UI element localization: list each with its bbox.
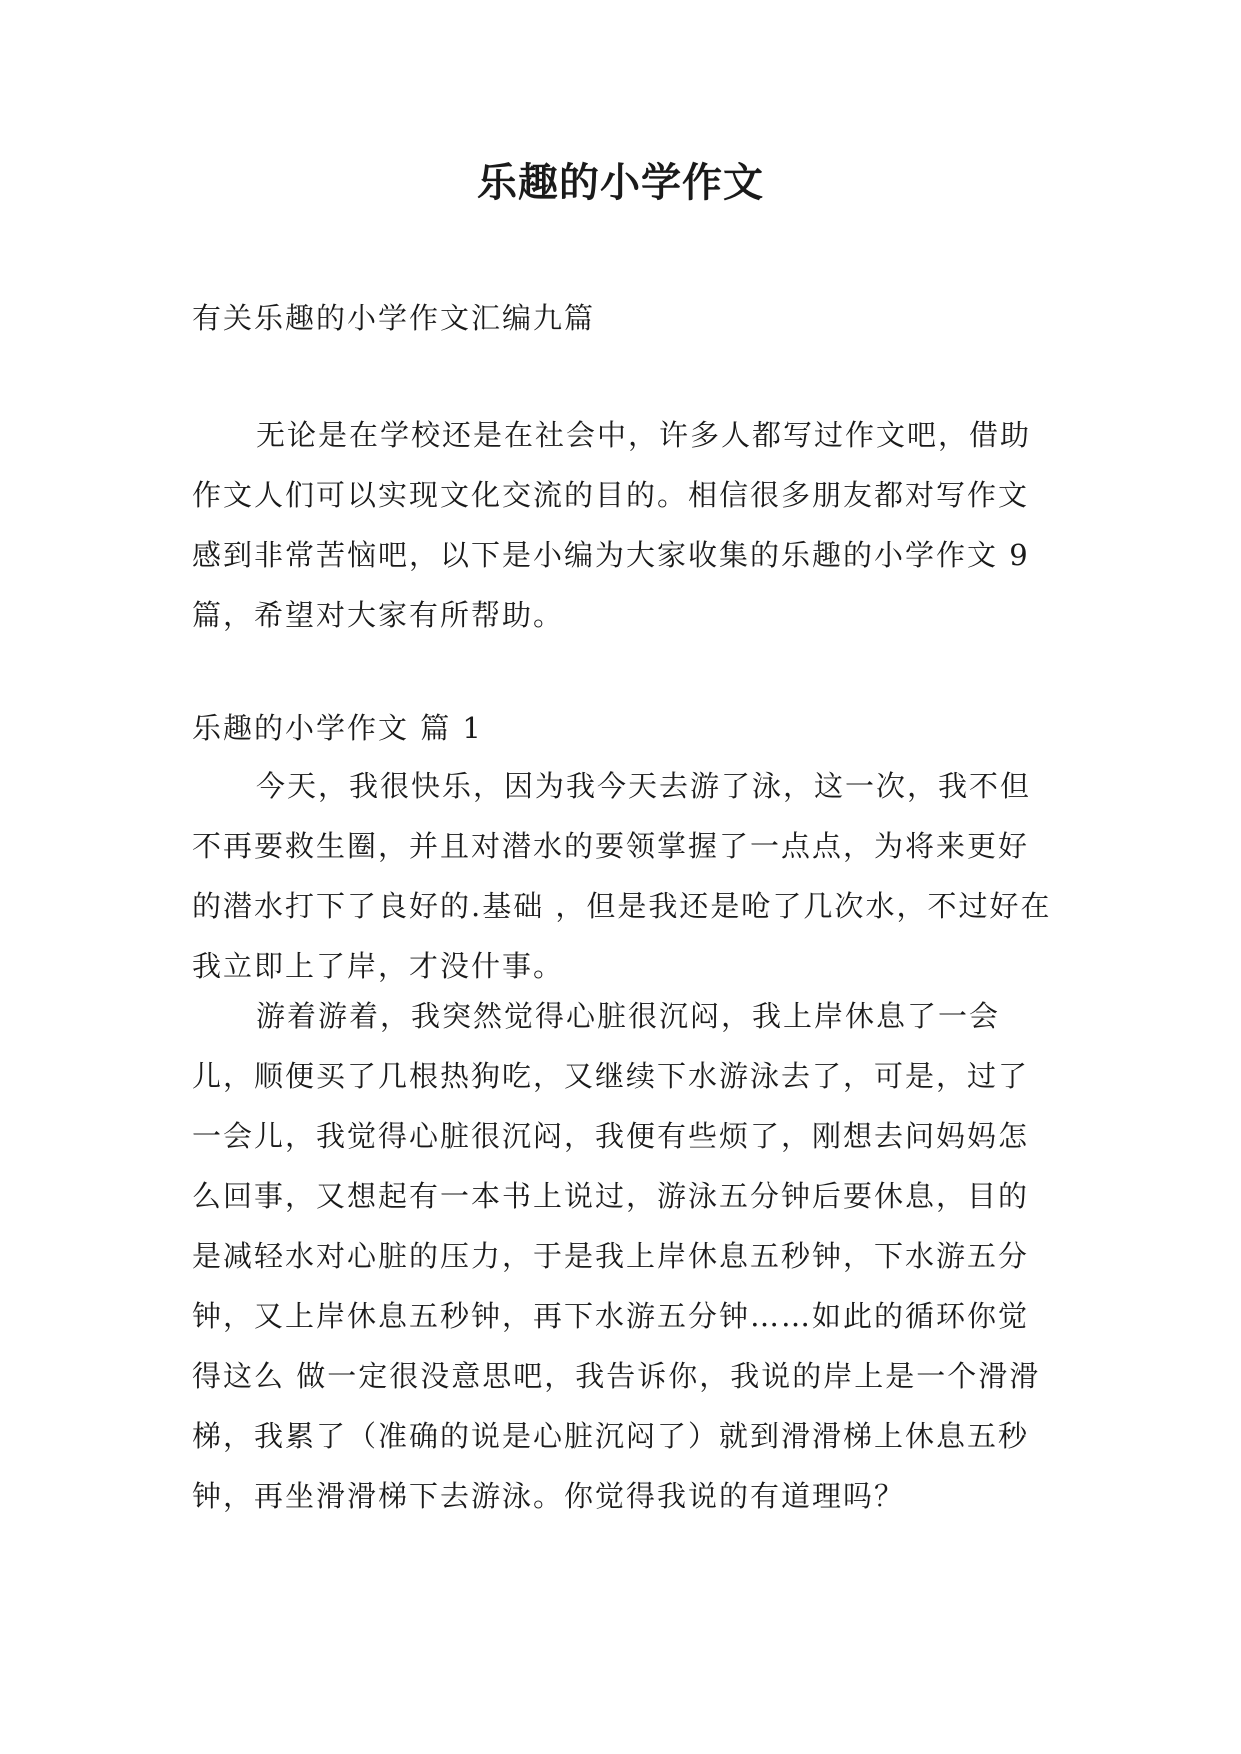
document-title: 乐趣的小学作文: [477, 159, 764, 206]
body-paragraph: 今天，我很快乐，因为我今天去游了泳，这一次，我不但不再要救生圈，并且对潜水的要领掌握了一点点，为将来更好的潜水打下了良好的.基础 ，但是我还是呛了几次水，不过好在我立即上了岸，才没什事。: [192, 769, 1052, 983]
intro-paragraph: 无论是在学校还是在社会中，许多人都写过作文吧，借助作文人们可以实现文化交流的目的。相信很多朋友都对写作文感到非常苦恼吧，以下是小编为大家收集的乐趣的小学作文 9 篇，希望对大家有所帮助。: [192, 418, 1032, 632]
body-paragraph: 游着游着，我突然觉得心脏很沉闷，我上岸休息了一会儿，顺便买了几根热狗吃，又继续下水游泳去了，可是，过了一会儿，我觉得心脏很沉闷，我便有些烦了，刚想去问妈妈怎么回事，又想起有一本书上说过，游泳五分钟后要休息，目的是减轻水对心脏的压力，于是我上岸休息五秒钟，下水游五分钟，又上岸休息五秒钟，再下水游五分钟……如此的循环你觉得这么 做一定很没意思吧，我告诉你，我说的岸上是一个滑滑梯，我累了（准确的说是心脏沉闷了）就到滑滑梯上休息五秒钟，再坐滑滑梯下去游泳。你觉得我说的有道理吗？: [192, 999, 1041, 1513]
section-heading: 乐趣的小学作文 篇 1: [192, 711, 483, 745]
document-subtitle: 有关乐趣的小学作文汇编九篇: [192, 301, 596, 335]
